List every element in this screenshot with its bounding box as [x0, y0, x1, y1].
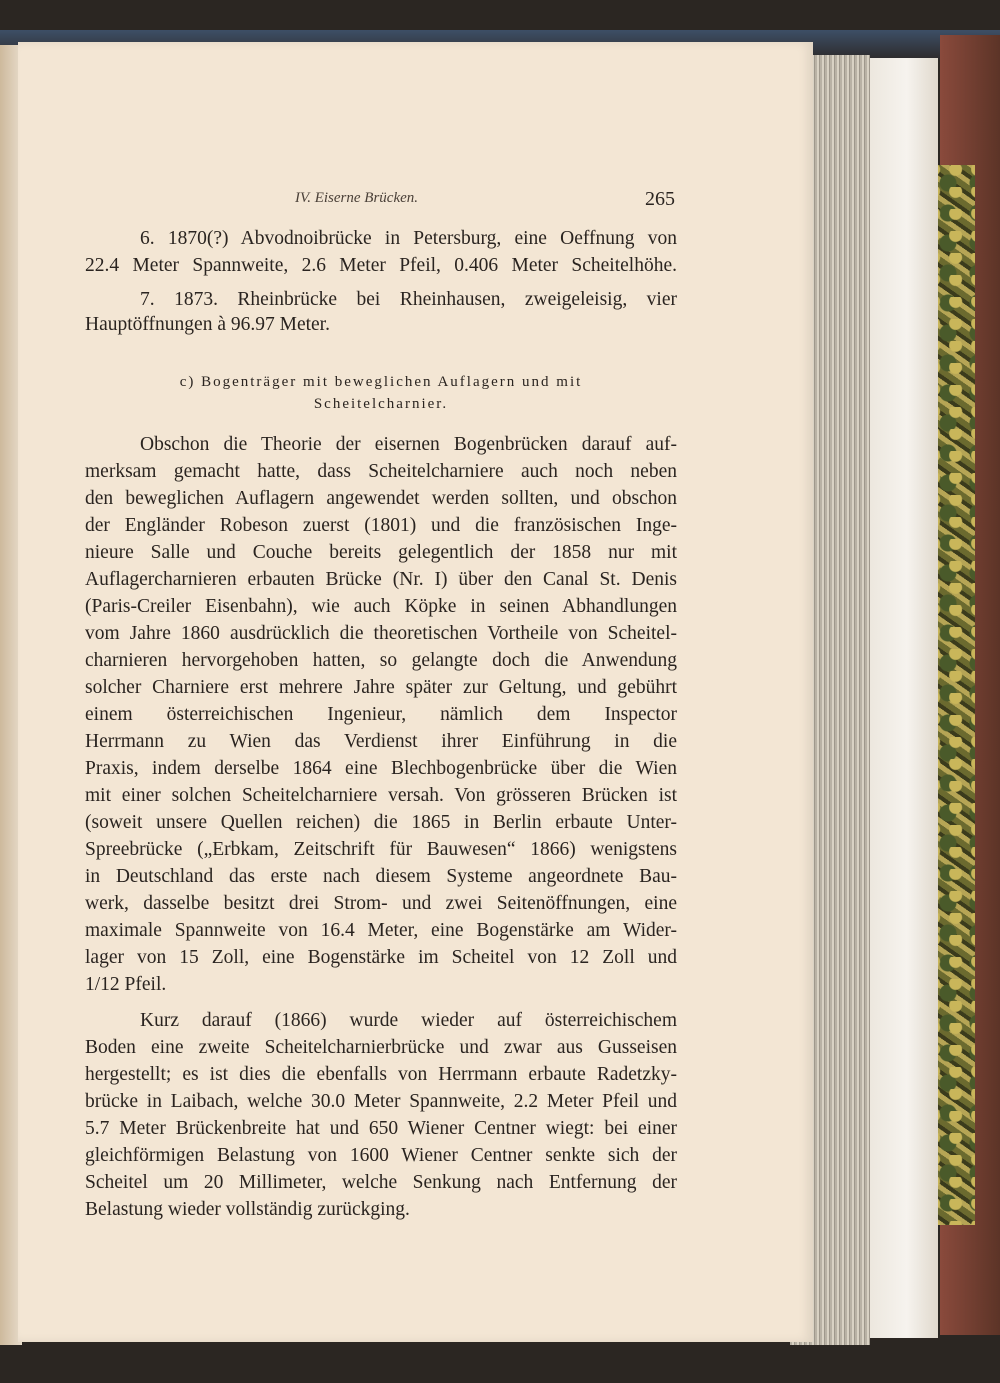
text-line: in Deutschland das erste nach diesem Systeme angeordnete Bau- [85, 866, 677, 887]
text-line: charnieren hervorgehoben hatten, so gelangte doch die Anwendung [85, 650, 677, 671]
text-line: 7. 1873. Rheinbrücke bei Rheinhausen, zweigeleisig, vier [140, 289, 677, 310]
text-line: merksam gemacht hatte, dass Scheitelcharniere auch noch neben [85, 461, 677, 482]
text-line: nieure Salle und Couche bereits gelegentlich der 1858 nur mit [85, 542, 677, 563]
text-line: lager von 15 Zoll, eine Bogenstärke im Scheitel von 12 Zoll und [85, 947, 677, 968]
text-line: einem österreichischen Ingenieur, nämlich dem Inspector [85, 704, 677, 725]
text-line: (soweit unsere Quellen reichen) die 1865 in Berlin erbaute Unter- [85, 812, 677, 833]
text-line: 6. 1870(?) Abvodnoibrücke in Petersburg, eine Oeffnung von [140, 228, 677, 249]
text-line: Kurz darauf (1866) wurde wieder auf österreichischem [140, 1010, 677, 1031]
text-line: 1/12 Pfeil. [85, 974, 167, 995]
text-line: Herrmann zu Wien das Verdienst ihrer Einführung in die [85, 731, 677, 752]
text-line: Auflagercharnieren erbauten Brücke (Nr. I) über den Canal St. Denis [85, 569, 677, 590]
text-line: hergestellt; es ist dies die ebenfalls von Herrmann erbaute Radetzky- [85, 1064, 677, 1085]
text-line: Praxis, indem derselbe 1864 eine Blechbogenbrücke über die Wien [85, 758, 677, 779]
text-line: Hauptöffnungen à 96.97 Meter. [85, 314, 330, 335]
back-leaf [860, 58, 938, 1338]
text-line: brücke in Laibach, welche 30.0 Meter Spannweite, 2.2 Meter Pfeil und [85, 1091, 677, 1112]
text-line: gleichförmigen Belastung von 1600 Wiener Centner senkte sich der [85, 1145, 677, 1166]
text-line: Belastung wieder vollständig zurückging. [85, 1199, 410, 1220]
text-line: 5.7 Meter Brückenbreite hat und 650 Wiener Centner wiegt: bei einer [85, 1118, 677, 1139]
text-line: werk, dasselbe besitzt drei Strom- und zwei Seitenöffnungen, eine [85, 893, 677, 914]
text-line: Scheitel um 20 Millimeter, welche Senkung nach Entfernung der [85, 1172, 677, 1193]
section-heading: Scheitelcharnier. [313, 396, 449, 412]
text-line: vom Jahre 1860 ausdrücklich die theoretischen Vortheile von Scheitel- [85, 623, 677, 644]
running-head: IV. Eiserne Brücken. [295, 190, 419, 206]
text-line: Boden eine zweite Scheitelcharnierbrücke und zwar aus Gusseisen [85, 1037, 677, 1058]
section-heading: c) Bogenträger mit beweglichen Auflagern und mit [179, 374, 583, 390]
text-line: Obschon die Theorie der eisernen Bogenbrücken darauf auf- [140, 434, 677, 455]
text-line: den beweglichen Auflagern angewendet werden sollten, und obschon [85, 488, 677, 509]
text-line: der Engländer Robeson zuerst (1801) und die französischen Inge- [85, 515, 677, 536]
page-number: 265 [645, 188, 675, 210]
text-line: maximale Spannweite von 16.4 Meter, eine Bogenstärke am Wider- [85, 920, 677, 941]
text-line: Spreebrücke („Erbkam, Zeitschrift für Bauwesen“ 1866) wenigstens [85, 839, 677, 860]
text-line: solcher Charniere erst mehrere Jahre später zur Geltung, und gebührt [85, 677, 677, 698]
text-line: 22.4 Meter Spannweite, 2.6 Meter Pfeil, 0.406 Meter Scheitelhöhe. [85, 255, 677, 276]
text-line: mit einer solchen Scheitelcharniere versah. Von grösseren Brücken ist [85, 785, 677, 806]
text-line: (Paris-Creiler Eisenbahn), wie auch Köpke in seinen Abhandlungen [85, 596, 677, 617]
